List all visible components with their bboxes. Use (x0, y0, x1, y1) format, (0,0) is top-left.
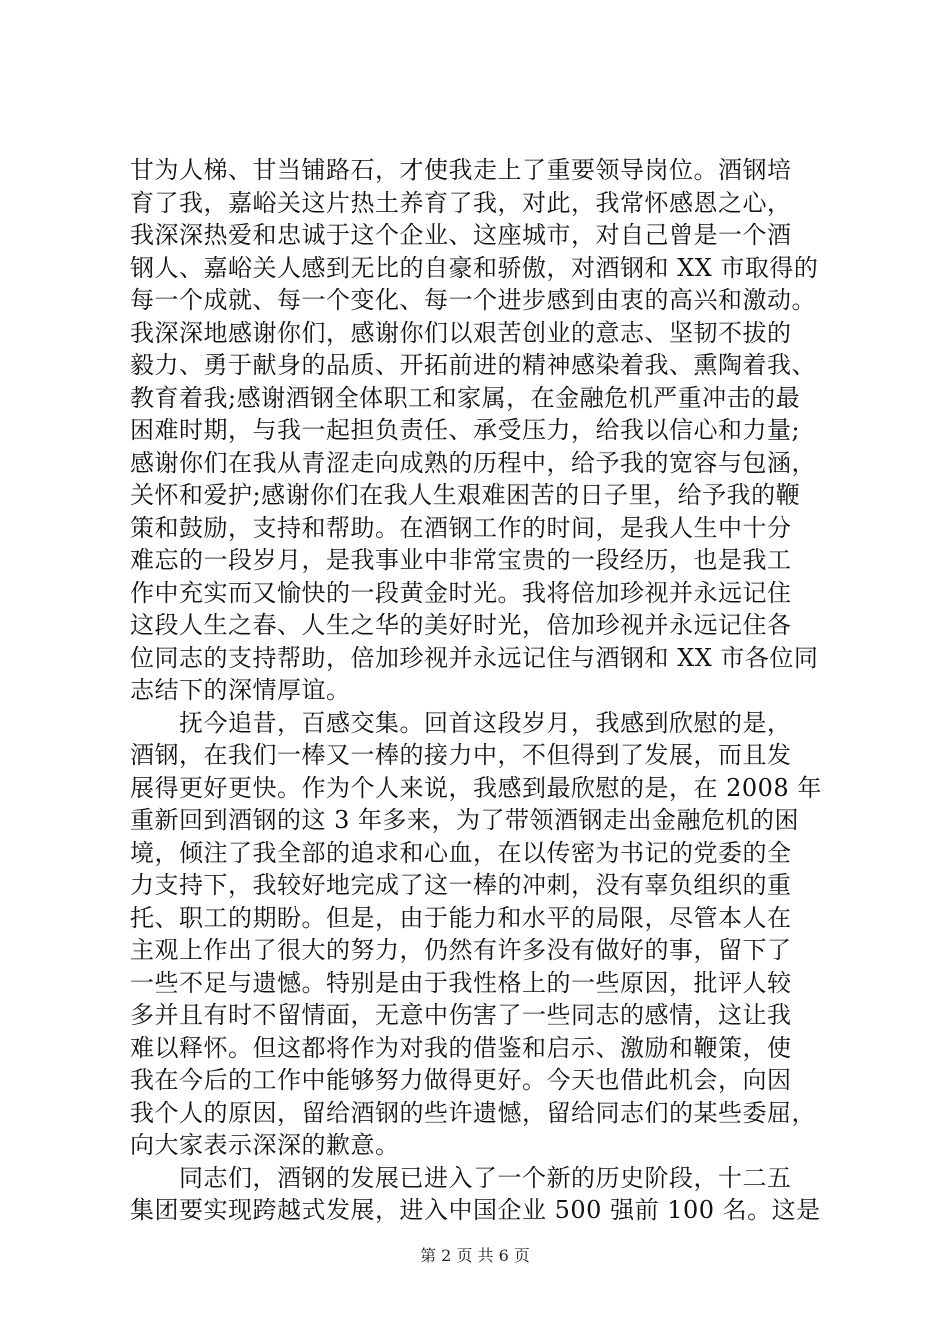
text-line: 感谢你们在我从青涩走向成熟的历程中，给予我的宽容与包涵， (130, 448, 816, 477)
page-footer: 第 2 页 共 6 页 (420, 1246, 530, 1265)
text-line: 教育着我;感谢酒钢全体职工和家属，在金融危机严重冲击的最 (130, 383, 801, 412)
text-line: 钢人、嘉峪关人感到无比的自豪和骄傲，对酒钢和 XX 市取得的 (130, 253, 819, 282)
text-line: 这段人生之春、人生之华的美好时光，倍加珍视并永远记住各 (130, 611, 792, 639)
text-line: 我在今后的工作中能够努力做得更好。今天也借此机会，向因 (130, 1066, 792, 1094)
text-line: 多并且有时不留情面，无意中伤害了一些同志的感情，这让我 (130, 1001, 792, 1029)
text-line: 酒钢，在我们一棒又一棒的接力中，不但得到了发展，而且发 (130, 741, 792, 769)
text-line: 一些不足与遗憾。特别是由于我性格上的一些原因，批评人较 (130, 968, 792, 997)
text-line: 集团要实现跨越式发展，进入中国企业 500 强前 100 名。这是 (130, 1196, 821, 1224)
text-line: 关怀和爱护;感谢你们在我人生艰难困苦的日子里，给予我的鞭 (130, 481, 801, 509)
text-line: 困难时期，与我一起担负责任、承受压力，给我以信心和力量; (130, 416, 801, 444)
text-line: 每一个成就、每一个变化、每一个进步感到由衷的高兴和激动。 (130, 286, 816, 314)
text-line: 重新回到酒钢的这 3 年多来，为了带领酒钢走出金融危机的困 (130, 806, 800, 834)
text-line: 展得更好更快。作为个人来说，我感到最欣慰的是，在 2008 年 (130, 773, 822, 802)
text-line: 策和鼓励，支持和帮助。在酒钢工作的时间，是我人生中十分 (130, 513, 792, 542)
text-line: 抚今追昔，百感交集。回首这段岁月，我感到欣慰的是， (130, 708, 792, 737)
text-line: 志结下的深情厚谊。 (130, 676, 351, 704)
text-line: 同志们，酒钢的发展已进入了一个新的历史阶段，十二五 (130, 1163, 792, 1192)
text-line: 作中充实而又愉快的一段黄金时光。我将倍加珍视并永远记住 (130, 578, 792, 607)
text-line: 主观上作出了很大的努力，仍然有许多没有做好的事，留下了 (130, 936, 792, 964)
text-line: 我深深地感谢你们，感谢你们以艰苦创业的意志、坚韧不拔的 (130, 318, 792, 347)
text-line: 托、职工的期盼。但是，由于能力和水平的局限，尽管本人在 (130, 903, 792, 932)
text-line: 境，倾注了我全部的追求和心血，在以传密为书记的党委的全 (130, 838, 792, 867)
text-line: 毅力、勇于献身的品质、开拓前进的精神感染着我、熏陶着我、 (130, 351, 816, 379)
text-line: 力支持下，我较好地完成了这一棒的冲刺，没有辜负组织的重 (130, 871, 792, 899)
text-line: 我个人的原因，留给酒钢的些许遗憾，留给同志们的某些委屈， (130, 1098, 816, 1127)
text-line: 难忘的一段岁月，是我事业中非常宝贵的一段经历，也是我工 (130, 546, 792, 574)
text-line: 位同志的支持帮助，倍加珍视并永远记住与酒钢和 XX 市各位同 (130, 643, 819, 672)
text-line: 向大家表示深深的歉意。 (130, 1131, 400, 1159)
text-line: 甘为人梯、甘当铺路石，才使我走上了重要领导岗位。酒钢培 (130, 156, 792, 184)
text-line: 难以释怀。但这都将作为对我的借鉴和启示、激励和鞭策，使 (130, 1033, 792, 1062)
text-line: 我深深热爱和忠诚于这个企业、这座城市，对自己曾是一个酒 (130, 221, 792, 249)
body-text (130, 154, 830, 1227)
text-line: 育了我，嘉峪关这片热土养育了我，对此，我常怀感恩之心， (130, 188, 792, 217)
